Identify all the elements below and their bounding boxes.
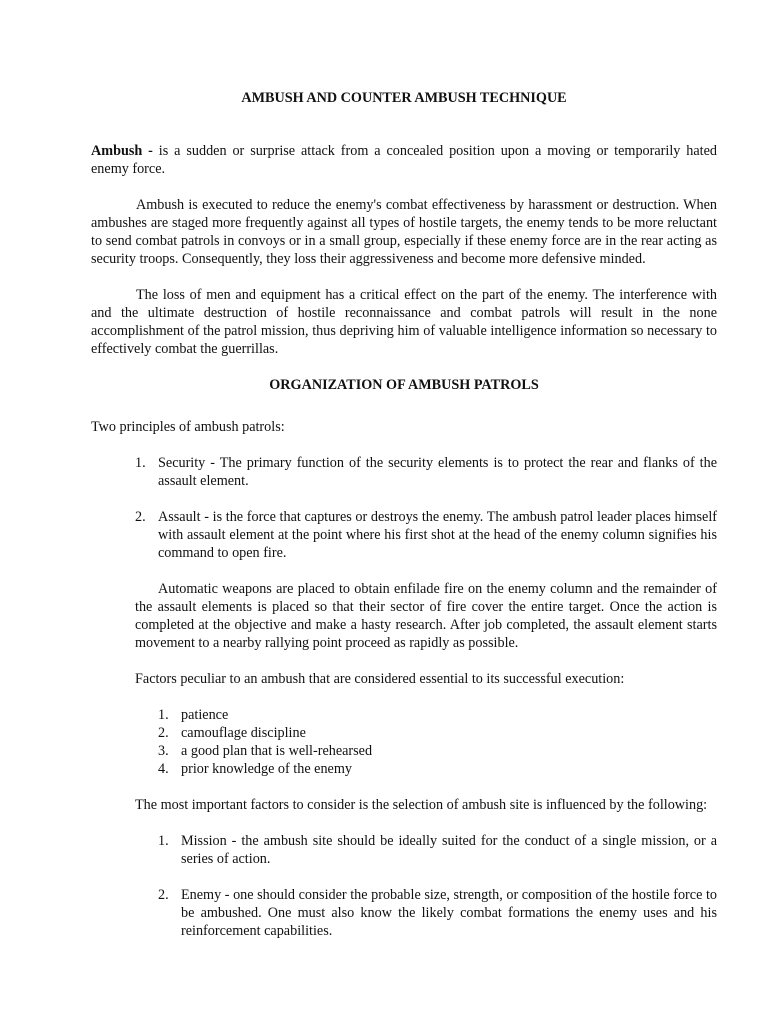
factor-number: 4. [158,761,169,777]
factor-text: prior knowledge of the enemy [181,761,352,777]
factor-number: 3. [158,743,169,759]
ambush-term: Ambush - [91,143,153,159]
paragraph-loss: The loss of men and equipment has a critical effect on the part of the enemy. The interference with and the ultimate destruction of hostile reconnaissance and combat patrols will result in the none accomplishment of the patrol mission, thus depriving him of valuable intelligence information so necessary to effectively combat the guerrillas. [91,287,717,357]
factor-text: a good plan that is well-rehearsed [181,743,373,759]
ambush-definition [91,142,717,178]
factor-text: patience [181,707,229,723]
factor-text: camouflage discipline [181,725,306,741]
document-body [91,89,717,958]
principle-item [91,508,717,562]
list-item [91,742,717,760]
document-title: AMBUSH AND COUNTER AMBUSH TECHNIQUE [241,90,567,106]
site-factor-number: 1. [158,833,169,849]
site-factor-item [91,832,717,868]
principle-text: Security - The primary function of the security elements is to protect the rear and flanks of the assault element. [158,455,717,489]
factors-list [91,706,717,778]
factor-number: 1. [158,707,169,723]
factors-intro: Factors peculiar to an ambush that are considered essential to its successful execution: [135,671,625,687]
list-item [91,706,717,724]
principle-text: Assault - is the force that captures or destroys the enemy. The ambush patrol leader places himself with assault element at the point where his first shot at the head of the enemy column signifies his command to open fire. [158,509,717,561]
site-intro: The most important factors to consider is the selection of ambush site is influenced by the following: [135,797,708,813]
principle-number: 2. [135,509,146,525]
list-item [91,724,717,742]
factor-number: 2. [158,725,169,741]
principle-number: 1. [135,455,146,471]
principle-item [91,454,717,490]
site-factor-text: Mission - the ambush site should be ideally suited for the conduct of a single mission, or a series of action. [181,833,717,867]
assault-paragraph: Automatic weapons are placed to obtain enfilade fire on the enemy column and the remainder of the assault elements is placed so that their sector of fire cover the entire target. Once the action is completed at the objective and make a hasty research. After job completed, the assault element starts movement to a nearby rallying point proceed as rapidly as possible. [135,581,717,651]
ambush-definition-text: is a sudden or surprise attack from a concealed position upon a moving or temporarily hated enemy force. [91,143,717,177]
site-factor-text: Enemy - one should consider the probable size, strength, or composition of the hostile force to be ambushed. One must also know the likely combat formations the enemy uses and his reinforcement capabilities. [181,887,717,939]
site-factor-number: 2. [158,887,169,903]
paragraph-effectiveness: Ambush is executed to reduce the enemy's combat effectiveness by harassment or destruction. When ambushes are staged more frequently against all types of hostile targets, the enemy tends to be more reluctant to send combat patrols in convoys or in a small group, especially if these enemy force are in the rear acting as security troops. Consequently, they loss their aggressiveness and become more defensive minded. [91,197,717,267]
site-factor-item [91,886,717,940]
section-title: ORGANIZATION OF AMBUSH PATROLS [269,377,539,393]
principles-intro: Two principles of ambush patrols: [91,419,285,435]
list-item [91,760,717,778]
